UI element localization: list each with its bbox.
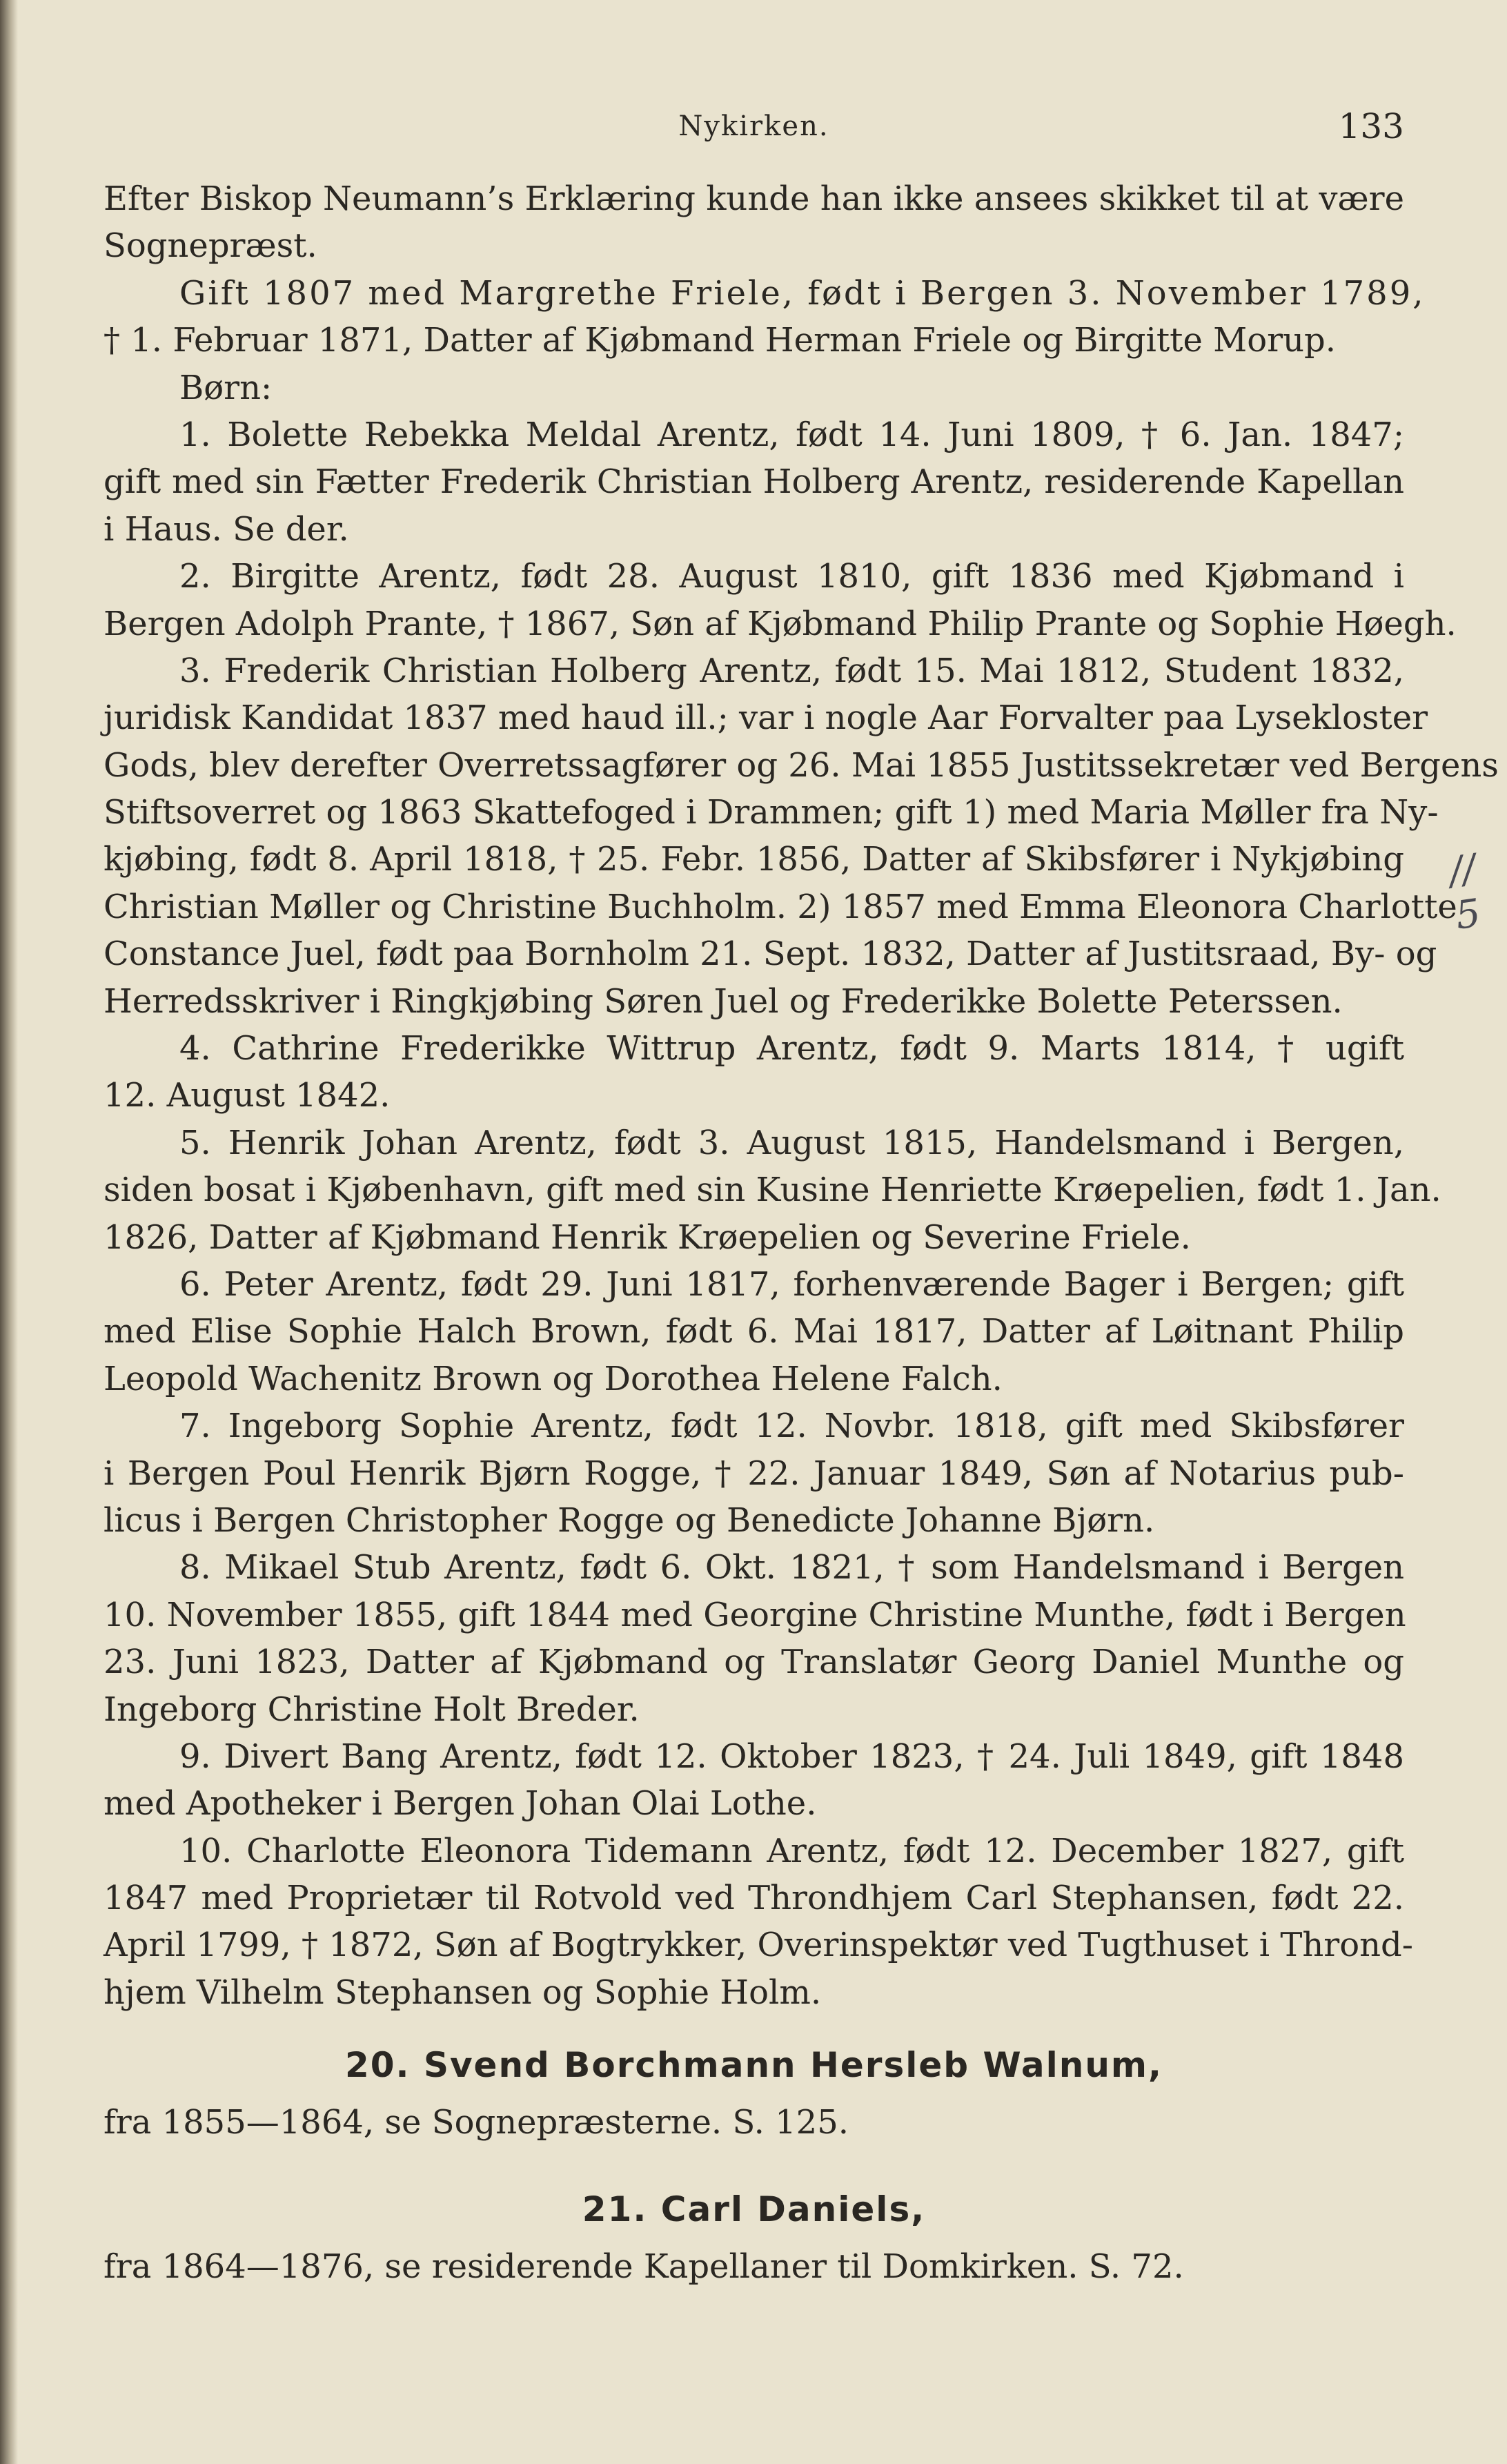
text-line: i Bergen Poul Henrik Bjørn Rogge, † 22. Januar 1849, Søn af Notarius pub- (104, 1454, 1404, 1493)
text-line: 3. Frederik Christian Holberg Arentz, født 15. Mai 1812, Student 1832, (179, 651, 1404, 690)
text-line: i Haus. Se der. (104, 509, 349, 549)
text-line: med Elise Sophie Halch Brown, født 6. Mai 1817, Datter af Løitnant Philip (104, 1312, 1404, 1351)
section-heading-21: 21. Carl Daniels, (582, 2189, 926, 2229)
text-line: 8. Mikael Stub Arentz, født 6. Okt. 1821, † som Handelsmand i Bergen (179, 1548, 1404, 1587)
text-line: gift med sin Fætter Frederik Christian Holberg Arentz, residerende Kapellan (104, 462, 1404, 502)
text-line: siden bosat i Kjøbenhavn, gift med sin Kusine Henriette Krøepelien, født 1. Jan. (104, 1171, 1441, 1210)
section-20-reference: fra 1855—1864, se Sognepræsterne. S. 125. (104, 2103, 849, 2142)
text-line: 10. Charlotte Eleonora Tidemann Arentz, født 12. December 1827, gift (179, 1831, 1404, 1870)
text-line: 23. Juni 1823, Datter af Kjøbmand og Translatør Georg Daniel Munthe og (104, 1643, 1404, 1682)
text-line: med Apotheker i Bergen Johan Olai Lothe. (104, 1784, 817, 1823)
text-line: 1847 med Proprietær til Rotvold ved Throndhjem Carl Stephansen, født 22. (104, 1879, 1404, 1918)
text-line: 12. August 1842. (104, 1076, 391, 1115)
running-title: Nykirken. (678, 110, 829, 142)
text-line: Stiftsoverret og 1863 Skattefoged i Drammen; gift 1) med Maria Møller fra Ny- (104, 793, 1439, 832)
text-line: licus i Bergen Christopher Rogge og Benedicte Johanne Bjørn. (104, 1500, 1155, 1540)
margin-annotation: // 5 (1446, 845, 1484, 939)
text-line: 10. November 1855, gift 1844 med Georgine Christine Munthe, født i Bergen (104, 1595, 1406, 1634)
text-line: juridisk Kandidat 1837 med haud ill.; var i nogle Aar Forvalter paa Lysekloster (104, 698, 1428, 738)
text-line: Leopold Wachenitz Brown og Dorothea Helene Falch. (104, 1359, 1003, 1398)
text-line: 1826, Datter af Kjøbmand Henrik Krøepelien og Severine Friele. (104, 1218, 1191, 1257)
text-line: hjem Vilhelm Stephansen og Sophie Holm. (104, 1973, 822, 2012)
text-line: Ingeborg Christine Holt Breder. (104, 1690, 640, 1729)
text-line: 6. Peter Arentz, født 29. Juni 1817, forhenværende Bager i Bergen; gift (179, 1264, 1404, 1304)
text-line: 9. Divert Bang Arentz, født 12. Oktober 1823, † 24. Juli 1849, gift 1848 (179, 1737, 1404, 1776)
text-line: Børn: (179, 368, 273, 407)
text-line: Constance Juel, født paa Bornholm 21. Sept. 1832, Datter af Justitsraad, By- og (104, 935, 1437, 974)
section-heading-20: 20. Svend Borchmann Hersleb Walnum, (344, 2045, 1163, 2086)
text-line: 2. Birgitte Arentz, født 28. August 1810, gift 1836 med Kjøbmand i (179, 557, 1404, 596)
text-line: Herredsskriver i Ringkjøbing Søren Juel og Frederikke Bolette Peterssen. (104, 981, 1343, 1021)
text-line: April 1799, † 1872, Søn af Bogtrykker, Overinspektør ved Tugthuset i Thrond- (104, 1926, 1413, 1965)
text-line: kjøbing, født 8. April 1818, † 25. Febr. 1856, Datter af Skibsfører i Nykjøbing (104, 840, 1404, 879)
book-spine-shadow (0, 0, 18, 2464)
text-line: Efter Biskop Neumann’s Erklæring kunde han ikke ansees skikket til at være (104, 179, 1404, 218)
text-line: 7. Ingeborg Sophie Arentz, født 12. Novbr. 1818, gift med Skibsfører (179, 1407, 1404, 1446)
text-line: Sognepræst. (104, 226, 317, 266)
text-line: Christian Møller og Christine Buchholm. 2) 1857 med Emma Eleonora Charlotte (104, 887, 1457, 926)
section-21-reference: fra 1864—1876, se residerende Kapellaner til Domkirken. S. 72. (104, 2247, 1184, 2286)
body-text (104, 175, 1499, 2016)
text-line: 4. Cathrine Frederikke Wittrup Arentz, født 9. Marts 1814, † ugift (179, 1029, 1404, 1068)
document-page (104, 104, 1499, 2290)
text-line: 1. Bolette Rebekka Meldal Arentz, født 14. Juni 1809, † 6. Jan. 1847; (179, 415, 1404, 454)
text-line: Gods, blev derefter Overretssagfører og 26. Mai 1855 Justitssekretær ved Bergens (104, 745, 1499, 785)
text-line: † 1. Februar 1871, Datter af Kjøbmand Herman Friele og Birgitte Morup. (104, 321, 1337, 360)
page-number: 133 (1338, 106, 1404, 146)
text-line: Bergen Adolph Prante, † 1867, Søn af Kjøbmand Philip Prante og Sophie Høegh. (104, 604, 1457, 643)
page-header (104, 104, 1404, 152)
text-line: Gift 1807 med Margrethe Friele, født i Bergen 3. November 1789, (179, 273, 1426, 313)
text-line: 5. Henrik Johan Arentz, født 3. August 1815, Handelsmand i Bergen, (179, 1123, 1404, 1162)
